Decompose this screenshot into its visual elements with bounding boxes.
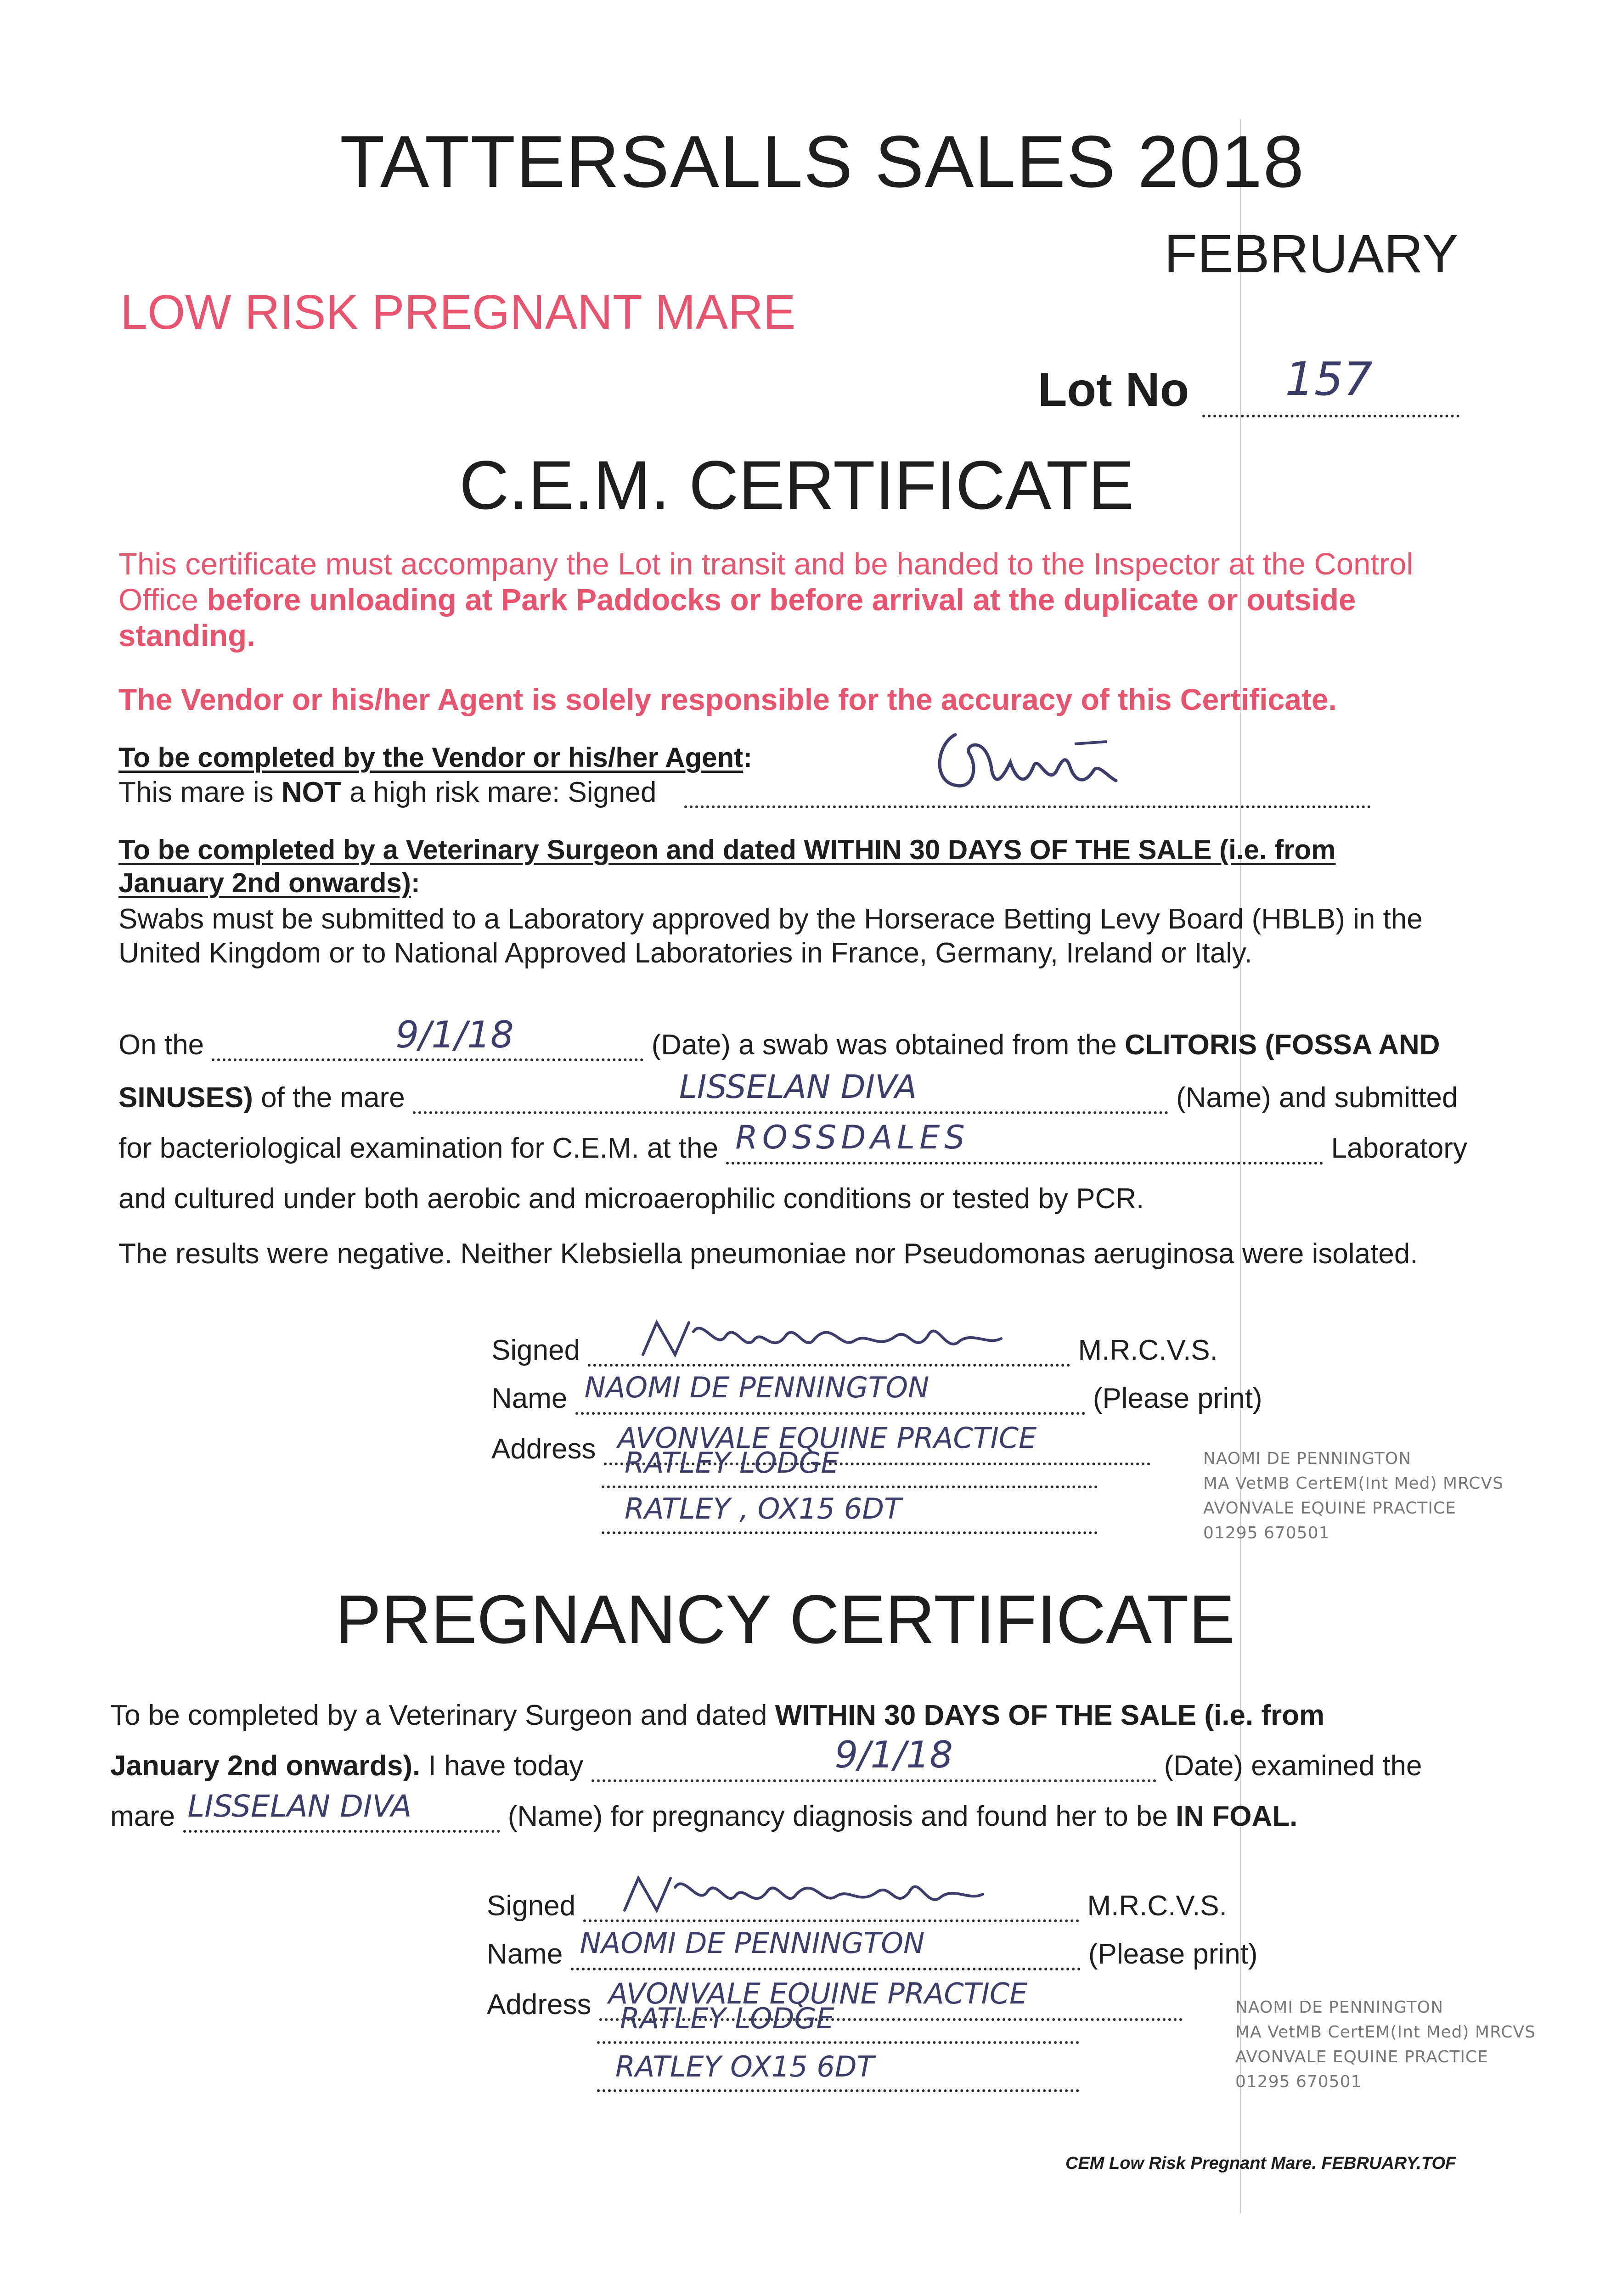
cem-address-line3-field [602, 1492, 1098, 1534]
pregnancy-diagnosis-text: (Name) for pregnancy diagnosis and found her to be [507, 1801, 1176, 1832]
pregnancy-address-label: Address [487, 1989, 591, 2020]
results-text: The results were negative. Neither Klebsiella pneumoniae nor Pseudomonas aeruginosa were isolated. [118, 1238, 1418, 1270]
name-submitted-label: (Name) and submitted [1176, 1082, 1458, 1114]
footer-reference: CEM Low Risk Pregnant Mare. FEBRUARY.TOF [1065, 2154, 1456, 2173]
certificate-category: LOW RISK PREGNANT MARE [120, 285, 796, 339]
clitoris-text: CLITORIS (FOSSA AND [1124, 1029, 1440, 1061]
pregnancy-i-have-today: I have today [420, 1750, 584, 1782]
on-the-label: On the [118, 1029, 204, 1061]
laboratory-field [726, 1119, 1323, 1165]
pregnancy-mare-row [110, 1789, 1298, 1833]
swab-line1: Swabs must be submitted to a Laboratory approved by the Horserace Betting Levy Board (HBLB) in the [118, 903, 1423, 935]
page-title: TATTERSALLS SALES 2018 [340, 120, 1305, 203]
transit-notice [118, 546, 1482, 654]
notice-unloading: before unloading at Park Paddocks or before arrival at the duplicate or outside [207, 583, 1356, 617]
cem-signed-label: Signed [491, 1334, 580, 1366]
swab-line2: United Kingdom or to National Approved Laboratories in France, Germany, Ireland or Italy. [118, 937, 1252, 969]
sinuses-text: SINUSES) [118, 1082, 253, 1114]
cem-mrcvs-label: M.R.C.V.S. [1078, 1334, 1218, 1366]
pregnancy-intro-text: To be completed by a Veterinary Surgeon and dated [110, 1699, 775, 1731]
stamp-phone: 01295 670501 [1235, 2072, 1362, 2091]
vendor-heading-text: To be completed by the Vendor or his/her Agent [118, 742, 744, 773]
cem-address-line1: AVONVALE EQUINE PRACTICE [617, 1421, 1037, 1455]
pregnancy-name-field [571, 1926, 1081, 1970]
vet-heading-line1: To be completed by a Veterinary Surgeon and dated WITHIN 30 DAYS OF THE SALE (i.e. from [118, 834, 1336, 865]
swab-date-row [118, 1013, 1440, 1061]
vet-heading-colon: : [411, 867, 420, 898]
cem-address-line2-field [602, 1446, 1098, 1488]
pregnancy-mare-value: LISSELAN DIVA [187, 1789, 412, 1824]
pregnancy-ie-from: (i.e. from [1196, 1699, 1325, 1731]
of-the-mare-label: of the mare [253, 1082, 405, 1114]
vendor-text: This mare is [118, 777, 282, 808]
pregnancy-within-30-days: WITHIN 30 DAYS OF THE SALE [775, 1699, 1197, 1731]
pregnancy-name-row [487, 1926, 1258, 1970]
pregnancy-name-value: NAOMI DE PENNINGTON [580, 1926, 925, 1960]
notice-office: Office [118, 583, 207, 617]
pregnancy-mrcvs-label: M.R.C.V.S. [1087, 1890, 1227, 1922]
stamp-practice: AVONVALE EQUINE PRACTICE [1235, 2048, 1488, 2066]
laboratory-label: Laboratory [1331, 1132, 1467, 1164]
pregnancy-examined-label: (Date) examined the [1164, 1750, 1422, 1782]
vet-practice-stamp-pregnancy [1235, 1995, 1536, 2094]
cem-please-print-label: (Please print) [1093, 1383, 1262, 1414]
cem-name-value: NAOMI DE PENNINGTON [584, 1371, 929, 1404]
pregnancy-january-text: January 2nd onwards). [110, 1750, 421, 1782]
pregnancy-address-line2: RATLEY LODGE [620, 2002, 834, 2035]
pregnancy-date-field [591, 1733, 1156, 1782]
vendor-not: NOT [281, 777, 342, 808]
mare-name-value: LISSELAN DIVA [679, 1068, 917, 1106]
laboratory-row [118, 1119, 1467, 1165]
cultured-text: and cultured under both aerobic and microaerophilic conditions or tested by PCR. [118, 1183, 1144, 1215]
pregnancy-name-label: Name [487, 1938, 563, 1970]
vendor-heading-colon: : [743, 742, 753, 773]
swab-instructions [118, 902, 1423, 970]
laboratory-value: ROSSDALES [735, 1119, 969, 1156]
sale-month: FEBRUARY [1164, 224, 1459, 284]
cem-name-row [491, 1371, 1262, 1415]
transit-notice-line3: standing. [118, 619, 255, 653]
pregnancy-address-line2-field [597, 2002, 1079, 2044]
cem-address-label: Address [491, 1433, 596, 1465]
pregnancy-mare-label: mare [110, 1801, 175, 1832]
transit-notice-line1: This certificate must accompany the Lot in transit and be handed to the Inspector at the Control [118, 547, 1414, 581]
pregnancy-vet-signature [620, 1860, 997, 1924]
cem-address-line2: RATLEY LODGE [625, 1446, 839, 1480]
pregnancy-in-foal: IN FOAL. [1176, 1801, 1298, 1832]
vet-heading [118, 833, 1336, 900]
vendor-heading [118, 742, 752, 773]
stamp-practice: AVONVALE EQUINE PRACTICE [1203, 1499, 1456, 1518]
pregnancy-signed-label: Signed [487, 1890, 576, 1922]
pregnancy-address-line3: RATLEY OX15 6DT [615, 2050, 874, 2083]
cem-vet-signature [638, 1304, 1015, 1368]
vendor-signature [923, 716, 1134, 808]
mare-name-row [118, 1068, 1458, 1114]
lot-number-field [1202, 352, 1459, 417]
pregnancy-address-line3-field [597, 2050, 1079, 2092]
bacteriological-label: for bacteriological examination for C.E.M. at the [118, 1132, 719, 1164]
pregnancy-date-row [110, 1733, 1422, 1782]
pregnancy-certificate-title: PREGNANCY CERTIFICATE [335, 1581, 1235, 1658]
fold-line [1240, 119, 1241, 2213]
transit-notice-line2 [118, 582, 1482, 618]
vet-heading-line2: January 2nd onwards) [118, 867, 411, 898]
stamp-qualifications: MA VetMB CertEM(Int Med) MRCVS [1235, 2023, 1536, 2042]
vendor-signed-label: a high risk mare: Signed [341, 777, 657, 808]
stamp-qualifications: MA VetMB CertEM(Int Med) MRCVS [1203, 1474, 1504, 1493]
pregnancy-date-value: 9/1/18 [834, 1733, 953, 1776]
swab-date-field [212, 1013, 643, 1061]
vet-practice-stamp-cem [1203, 1446, 1504, 1546]
swab-date-value: 9/1/18 [395, 1013, 514, 1056]
lot-label: Lot No [1038, 363, 1189, 416]
pregnancy-intro-line1 [110, 1699, 1324, 1732]
pregnancy-address-line1: AVONVALE EQUINE PRACTICE [608, 1977, 1028, 2010]
pregnancy-mare-field [183, 1789, 500, 1833]
lot-number-value: 157 [1285, 352, 1373, 406]
cem-address-line3: RATLEY , OX15 6DT [625, 1492, 901, 1525]
mare-name-field [413, 1068, 1168, 1114]
vendor-signature-row [118, 776, 657, 809]
stamp-name: NAOMI DE PENNINGTON [1203, 1449, 1412, 1468]
pregnancy-please-print-label: (Please print) [1088, 1938, 1258, 1970]
stamp-phone: 01295 670501 [1203, 1524, 1330, 1542]
lot-number-row [1038, 352, 1459, 417]
vendor-responsibility-notice: The Vendor or his/her Agent is solely responsible for the accuracy of this Certificate. [118, 682, 1337, 716]
stamp-name: NAOMI DE PENNINGTON [1235, 1998, 1444, 2017]
cem-name-label: Name [491, 1383, 568, 1414]
cem-certificate-title: C.E.M. CERTIFICATE [459, 446, 1134, 523]
cem-name-field [575, 1371, 1085, 1415]
date-text: (Date) a swab was obtained from the [651, 1029, 1125, 1061]
